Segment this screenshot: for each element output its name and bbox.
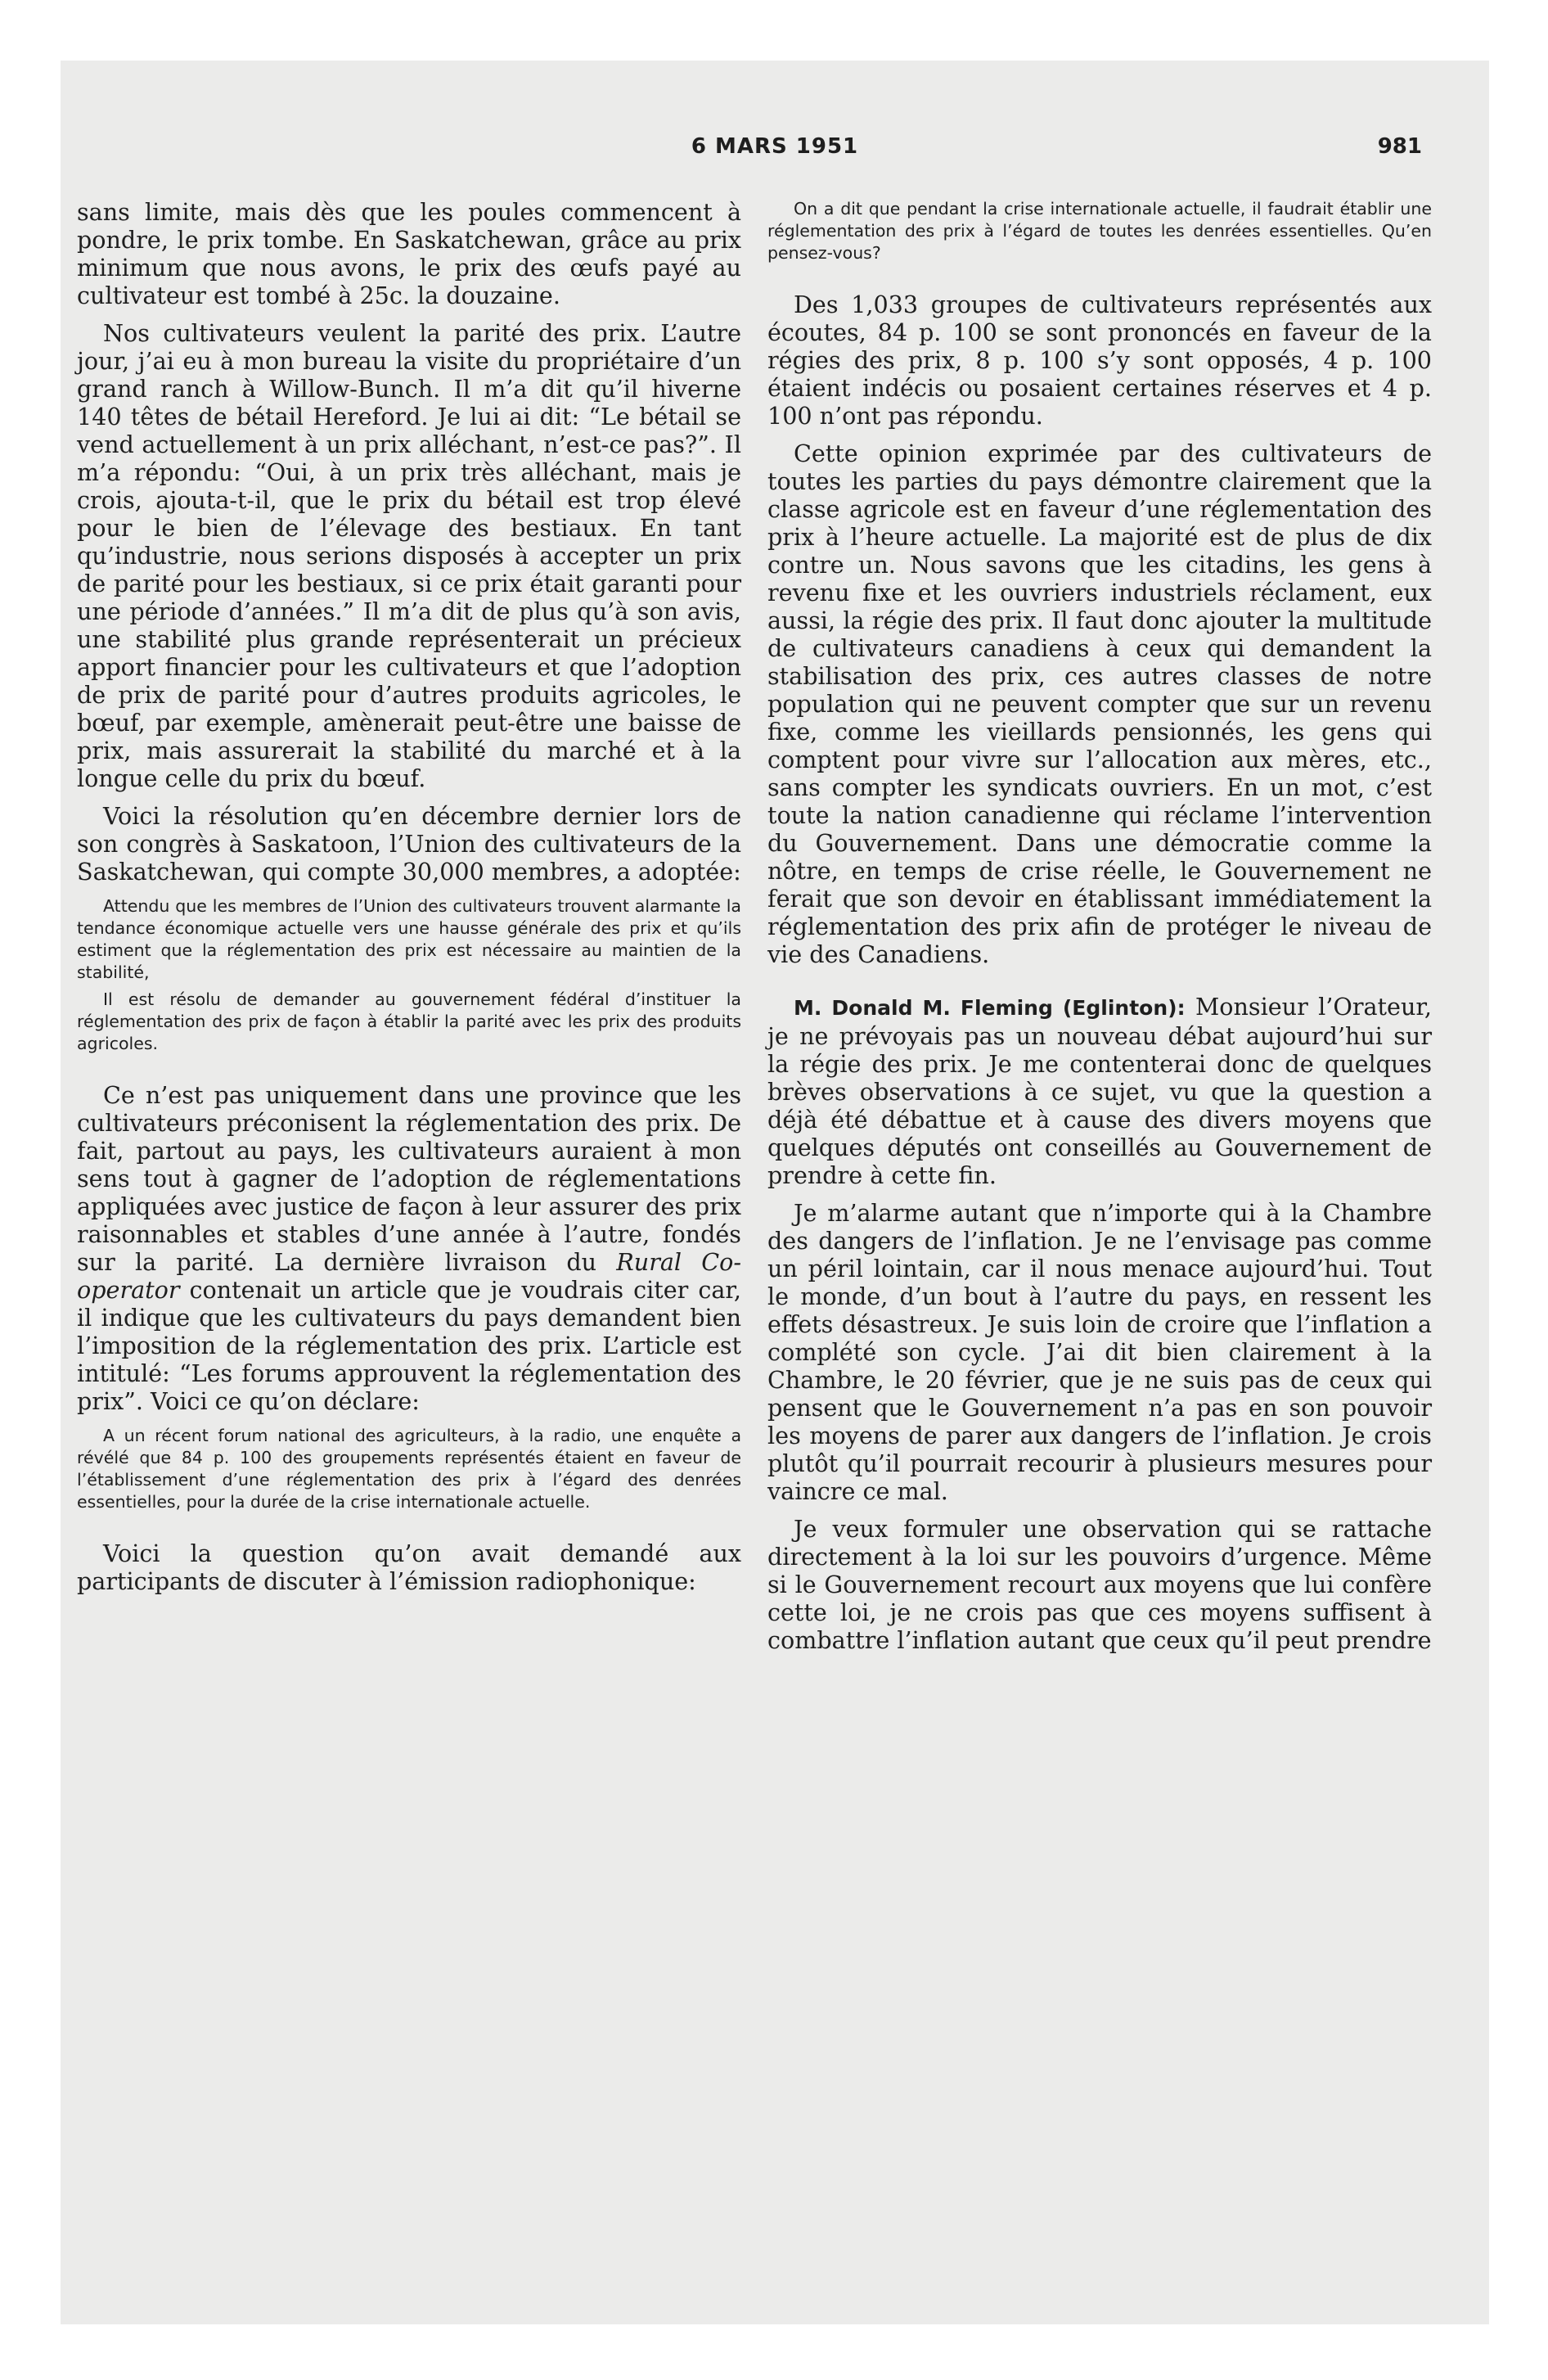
right-column — [767, 198, 1432, 1664]
paragraph: sans limite, mais dès que les poules commencent à pondre, le prix tombe. En Saskatchewan, grâce au prix minimum que nous avons, le prix des œufs payé au cultivateur est tombé à 25c. la douzaine. — [77, 198, 741, 309]
paragraph: Voici la question qu’on avait demandé aux participants de discuter à l’émission radiophonique: — [77, 1539, 741, 1595]
speaker-name: M. Donald M. Fleming (Eglinton): — [794, 996, 1186, 1020]
block-quote: Il est résolu de demander au gouvernement fédéral d’instituer la réglementation des prix de façon à établir la parité avec les prix des produits agricoles. — [77, 989, 741, 1053]
page-number: 981 — [1377, 134, 1422, 159]
paragraph: Voici la résolution qu’en décembre dernier lors de son congrès à Saskatoon, l’Union des cultivateurs de la Saskatchewan, qui compte 30,000 membres, a adoptée: — [77, 802, 741, 886]
paragraph: Cette opinion exprimée par des cultivateurs de toutes les parties du pays démontre clairement que la classe agricole est en faveur d’une réglementation des prix à l’heure actuelle. La majorité est de plus de dix contre un. Nous savons que les citadins, les gens à revenu fixe et les ouvriers industriels réclament, eux aussi, la régie des prix. Il faut donc ajouter la multitude de cultivateurs canadiens à ceux qui demandent la stabilisation des prix, ces autres classes de notre population qui ne peuvent compter que sur un revenu fixe, comme les vieillards pensionnés, les gens qui comptent pour vivre sur l’allocation aux mères, etc., sans compter les syndicats ouvriers. En un mot, c’est toute la nation canadienne qui réclame l’intervention du Gouvernement. Dans une démocratie comme la nôtre, en temps de crise réelle, le Gouvernement ne ferait que son devoir en établissant immédiatement la réglementation des prix afin de protéger le niveau de vie des Canadiens. — [767, 439, 1432, 968]
paragraph: Des 1,033 groupes de cultivateurs représentés aux écoutes, 84 p. 100 se sont prononcés en faveur de la régies des prix, 8 p. 100 s’y sont opposés, 4 p. 100 étaient indécis ou posaient certaines réserves et 4 p. 100 n’ont pas répondu. — [767, 291, 1432, 430]
paragraph-text: Ce n’est pas uniquement dans une province que les cultivateurs préconisent la réglementation des prix. De fait, partout au pays, les cultivateurs auraient à mon sens tout à gagner de l’adoption de réglementations appliquées avec justice de façon à leur assurer des prix raisonnables et stables d’une année à l’autre, fondés sur la parité. La dernière livraison du — [77, 1081, 741, 1276]
paragraph-text: contenait un article que je voudrais citer car, il indique que les cultivateurs du pays demandent bien l’imposition de la réglementation des prix. L’article est intitulé: “Les forums approuvent la réglementation des prix”. Voici ce qu’on déclare: — [77, 1276, 741, 1415]
block-quote: A un récent forum national des agriculteurs, à la radio, une enquête a révélé que 84 p. 100 des groupements représentés étaient en faveur de l’établissement d’une réglementation des prix à l’égard des denrées essentielles, pour la durée de la crise internationale actuelle. — [77, 1426, 741, 1512]
paragraph: Je m’alarme autant que n’importe qui à la Chambre des dangers de l’inflation. Je ne l’envisage pas comme un péril lointain, car il nous menace aujourd’hui. Tout le monde, d’un bout à l’autre du pays, en ressent les effets désastreux. Je suis loin de croire que l’inflation a complété son cycle. J’ai dit bien clairement à la Chambre, le 20 février, que je ne suis pas de ceux qui pensent que le Gouvernement n’a pas en son pouvoir les moyens de parer aux dangers de l’inflation. Je crois plutôt qu’il pourrait recourir à plusieurs mesures pour vaincre ce mal. — [767, 1199, 1432, 1505]
header-date: 6 MARS 1951 — [691, 134, 859, 159]
paragraph-text: Monsieur l’Orateur, je ne prévoyais pas un nouveau débat aujourd’hui sur la régie des prix. Je me contenterai donc de quelques brèves observations à ce sujet, vu que la question a déjà été débattue et à cause des divers moyens que quelques députés ont conseillés au Gouvernement de prendre à cette fin. — [767, 993, 1432, 1189]
block-quote: Attendu que les membres de l’Union des cultivateurs trouvent alarmante la tendance économique actuelle vers une hausse générale des prix et qu’ils estiment que la réglementation des prix est nécessaire au maintien de la stabilité, — [77, 896, 741, 982]
paragraph — [767, 993, 1432, 1189]
paragraph: Nos cultivateurs veulent la parité des prix. L’autre jour, j’ai eu à mon bureau la visite du propriétaire d’un grand ranch à Willow-Bunch. Il m’a dit qu’il hiverne 140 têtes de bétail Hereford. Je lui ai dit: “Le bétail se vend actuellement à un prix alléchant, n’est-ce pas?”. Il m’a répondu: “Oui, à un prix très alléchant, mais je crois, ajouta-t-il, que le prix du bétail est trop élevé pour le bien de l’élevage des bestiaux. En tant qu’industrie, nous serions disposés à accepter un prix de parité pour les bestiaux, si ce prix était garanti pour une période d’années.” Il m’a dit de plus qu’à son avis, une stabilité plus grande représenterait un précieux apport financier pour les cultivateurs et que l’adoption de prix de parité pour d’autres produits agricoles, le bœuf, par exemple, amènerait peut-être une baisse de prix, mais assurerait la stabilité du marché et à la longue celle du prix du bœuf. — [77, 319, 741, 792]
page-header — [61, 134, 1489, 167]
publication-title: Rural Co-operator — [77, 1248, 741, 1304]
paragraph: Je veux formuler une observation qui se rattache directement à la loi sur les pouvoirs d’urgence. Même si le Gouvernement recourt aux moyens que lui confère cette loi, je ne crois pas que ces moyens suffisent à combattre l’inflation autant que ceux qu’il peut prendre — [767, 1515, 1432, 1654]
page-scan — [61, 61, 1489, 2324]
paragraph — [77, 1081, 741, 1415]
block-quote: On a dit que pendant la crise internationale actuelle, il faudrait établir une réglementation des prix à l’égard de toutes les denrées essentielles. Qu’en pensez-vous? — [767, 199, 1432, 263]
left-column — [77, 198, 741, 1605]
